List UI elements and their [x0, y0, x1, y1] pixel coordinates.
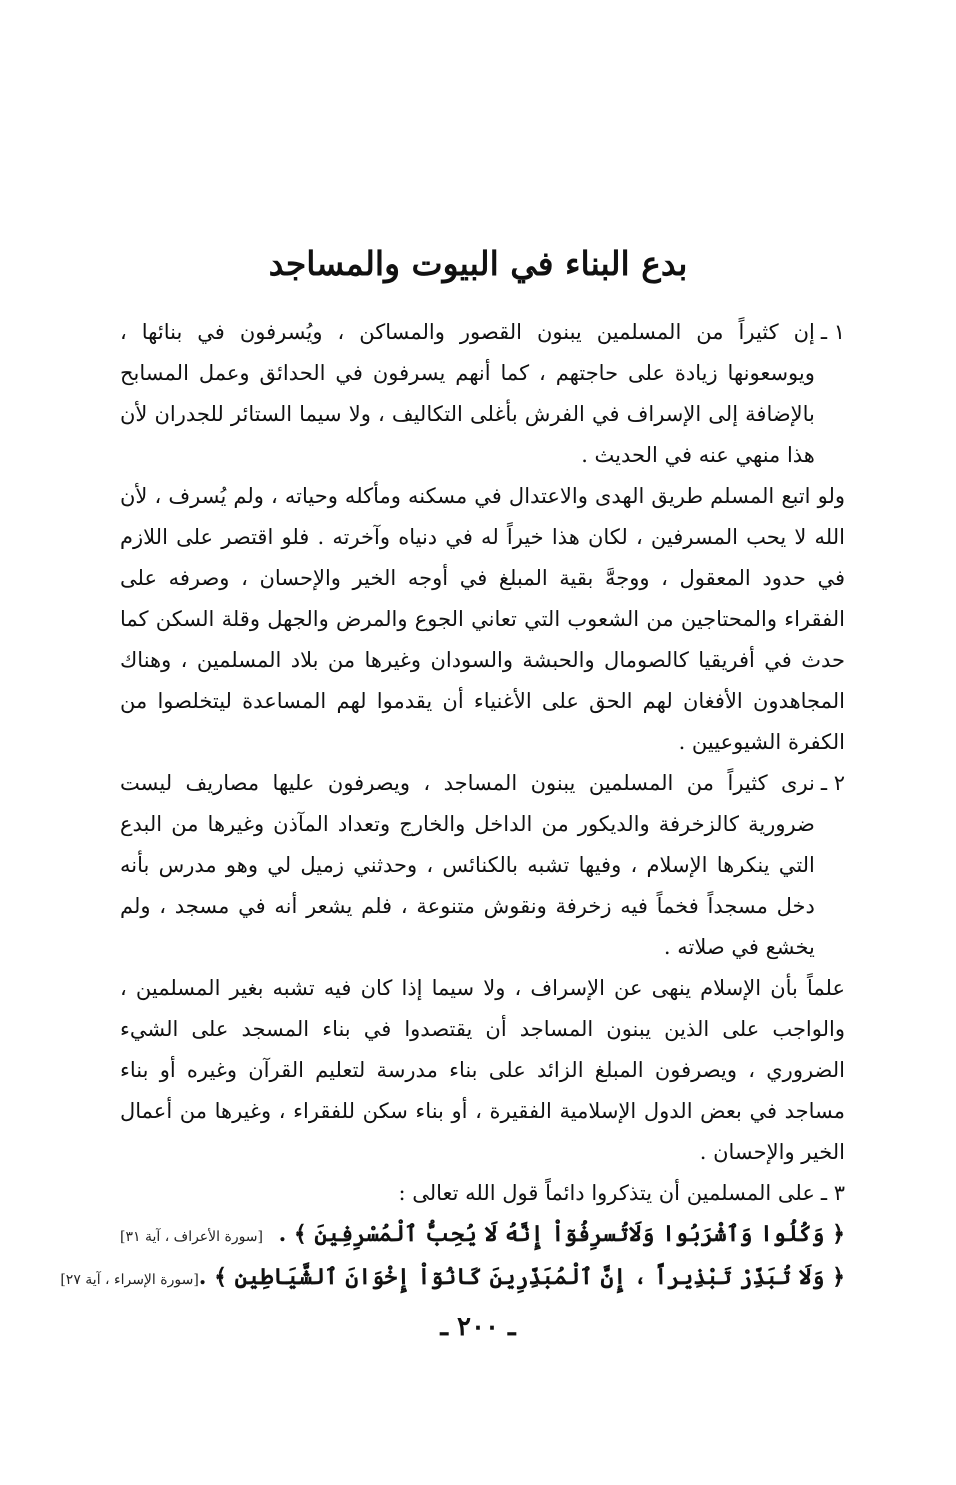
quran-verse: ﴿ وَكُلُوا وَٱشْرَبُوا وَلَاتُسرِفُوٓاْ إِنَّهُ لَا يُحِبُّ ٱلْمُسْرِفِينَ ﴾ .: [278, 1221, 845, 1247]
item-number: ٢ ـ: [820, 771, 845, 795]
verse-reference: [سورة الأعراف ، آية ٣١]: [120, 1229, 264, 1245]
list-item-2: [120, 763, 845, 968]
item-text: على المسلمين أن يتذكروا دائماً قول الله تعالى :: [398, 1181, 815, 1205]
body-text: [60, 312, 845, 1300]
item-number: ٣ ـ: [820, 1181, 845, 1205]
quran-verse-line: [60, 1257, 845, 1300]
quran-verse: ﴿ وَلَا تُبَذِّرْ تَبْذِيراً ، إِنَّ ٱلْمُبَذِّرِينَ كَانُوٓاْ إِخْوَانَ ٱلشَّيَاطِينِ ﴾ .: [198, 1264, 845, 1290]
list-item-1: [120, 312, 845, 476]
page-number: ـ ٢٠٠ ـ: [440, 1312, 516, 1342]
item-continuation: ولو اتبع المسلم طريق الهدى والاعتدال في مسكنه ومأكله وحياته ، ولم يُسرف ، لأن الله لا يحب المسرفين ، لكان هذا خيراً له في دنياه وآخرته . فلو اقتصر على اللازم في حدود المعقول ، ووجهَّ بقية المبلغ في أوجه الخير والإحسان ، وصرفه على الفقراء والمحتاجين من الشعوب التي تعاني الجوع والمرض والجهل وقلة السكن كما حدث في أفريقيا كالصومال والحبشة والسودان وغيرها من بلاد المسلمين ، وهناك المجاهدون الأفغان لهم الحق على الأغنياء أن يقدموا لهم المساعدة ليتخلصوا من الكفرة الشيوعيين .: [120, 484, 845, 754]
item-number: ١ ـ: [820, 320, 845, 344]
page-title: بدع البناء في البيوت والمساجد: [268, 244, 688, 284]
verse-reference: [سورة الإسراء ، آية ٢٧]: [60, 1272, 199, 1288]
item-continuation: علماً بأن الإسلام ينهى عن الإسراف ، ولا سيما إذا كان فيه تشبه بغير المسلمين ، والواجب على الذين يبنون المساجد أن يقتصدوا في بناء المسجد على الشيء الضروري ، ويصرفون المبلغ الزائد على بناء مدرسة لتعليم القرآن وغيره أو بناء مساجد في بعض الدول الإسلامية الفقيرة ، أو بناء سكن للفقراء ، وغيرها من أعمال الخير والإحسان .: [120, 976, 845, 1164]
quran-verse-line: [120, 1214, 845, 1257]
item-text: نرى كثيراً من المسلمين يبنون المساجد ، ويصرفون عليها مصاريف ليست ضرورية كالزخرفة والديكور من الداخل والخارج وتعداد المآذن وغيرها من البدع التي ينكرها الإسلام ، وفيها تشبه بالكنائس ، وحدثني زميل لي وهو مدرس بأنه دخل مسجداً فخماً فيه زخرفة ونقوش متنوعة ، فلم يشعر أنه في مسجد ، ولم يخشع في صلاته .: [120, 771, 815, 959]
item-text: إن كثيراً من المسلمين يبنون القصور والمساكن ، ويُسرفون في بنائها ، ويوسعونها زيادة على حاجتهم ، كما أنهم يسرفون في الحدائق وعمل المسابح بالإضافة إلى الإسراف في الفرش بأغلى التكاليف ، ولا سيما الستائر للجدران لأن هذا منهي عنه في الحديث .: [120, 320, 815, 467]
list-item-3: [120, 1173, 845, 1214]
